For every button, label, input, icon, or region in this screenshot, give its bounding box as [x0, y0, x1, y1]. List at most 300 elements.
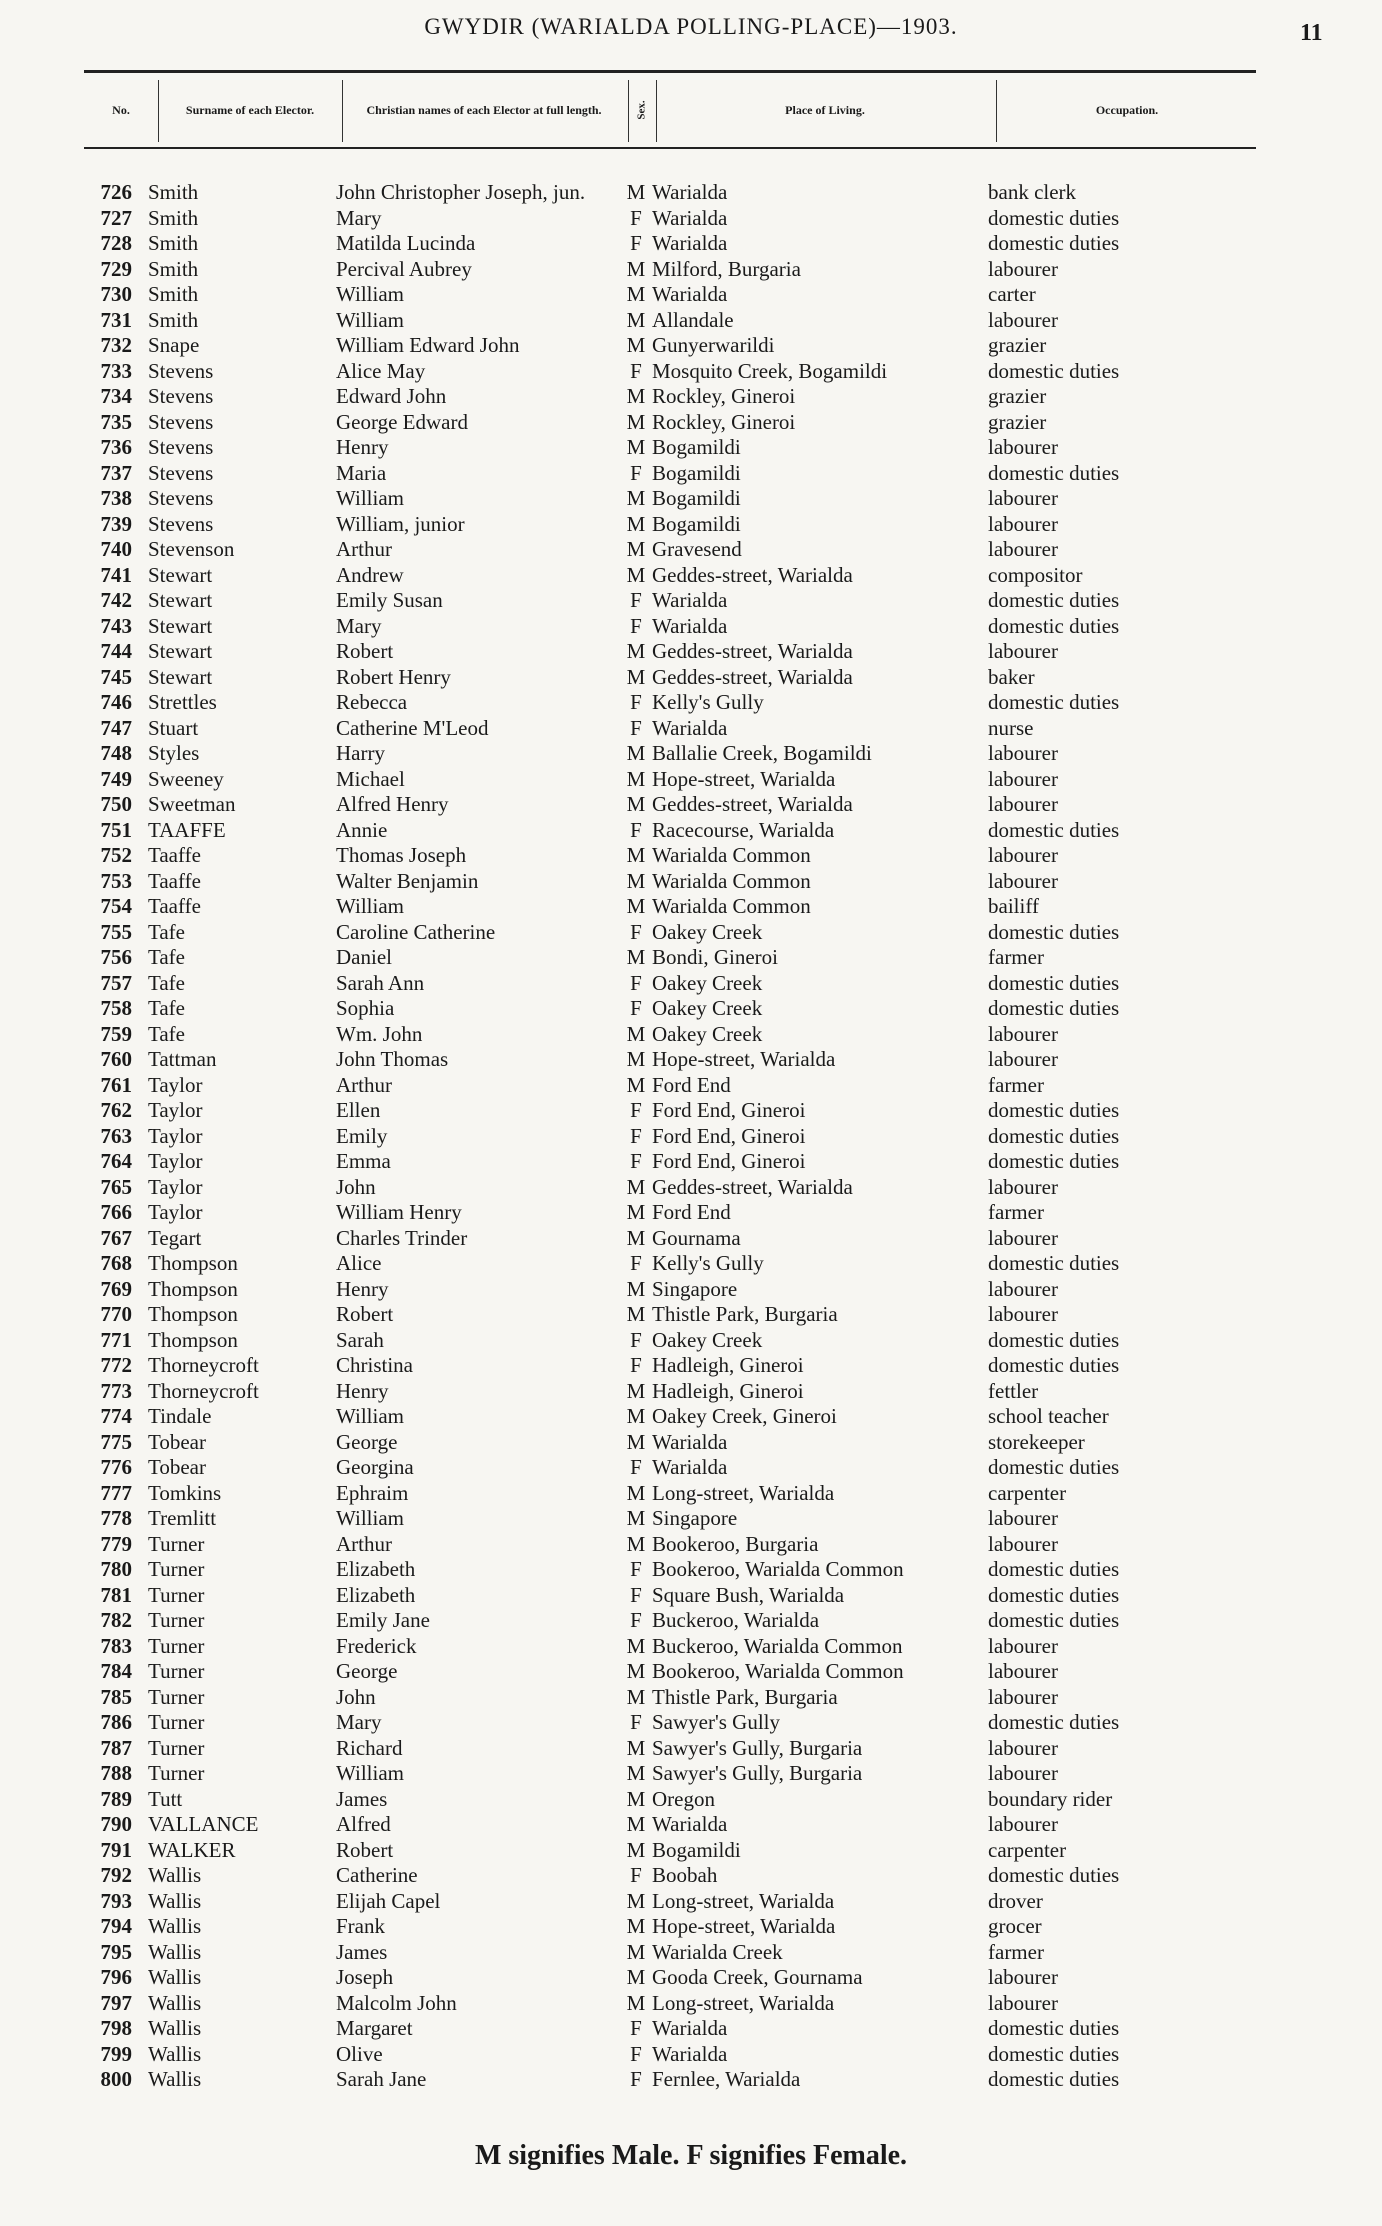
- row-number-cell: 777: [100, 1480, 132, 1505]
- table-row: [0, 231, 1382, 257]
- occupation-cell: labourer: [988, 1021, 1058, 1046]
- place-of-living-cell: Long-street, Warialda: [652, 1990, 835, 2015]
- table-row: [0, 1149, 1382, 1175]
- col-divider: [158, 80, 159, 142]
- row-number-cell: 788: [100, 1761, 132, 1785]
- place-of-living-cell: Allandale: [652, 307, 734, 332]
- sex-cell: M: [626, 1837, 646, 1862]
- place-of-living-cell: Racecourse, Warialda: [652, 817, 835, 842]
- surname-cell: TAAFFE: [148, 817, 226, 842]
- occupation-cell: nurse: [988, 715, 1034, 740]
- surname-cell: Thompson: [148, 1302, 238, 1326]
- table-row: [0, 1200, 1382, 1226]
- place-of-living-cell: Warialda: [652, 613, 728, 638]
- occupation-cell: labourer: [988, 1633, 1058, 1658]
- surname-cell: Thompson: [148, 1276, 238, 1301]
- occupation-cell: labourer: [988, 1225, 1058, 1250]
- surname-cell: Tutt: [148, 1786, 183, 1811]
- surname-cell: Wallis: [148, 1990, 202, 2015]
- sex-cell: F: [630, 1608, 642, 1632]
- sex-cell: M: [626, 1072, 646, 1097]
- row-number-cell: 762: [100, 1098, 132, 1122]
- surname-cell: Stevens: [148, 358, 214, 383]
- christian-names-cell: William, junior: [336, 511, 465, 536]
- surname-cell: Stevens: [148, 409, 214, 434]
- christian-names-cell: Sarah: [336, 1327, 384, 1352]
- table-row: [0, 894, 1382, 920]
- christian-names-cell: Emily Jane: [336, 1608, 430, 1632]
- table-row: [0, 206, 1382, 232]
- table-row: [0, 1481, 1382, 1507]
- sex-cell: M: [626, 1276, 646, 1301]
- surname-cell: Taaffe: [148, 868, 201, 893]
- row-number-cell: 784: [100, 1659, 132, 1683]
- row-number-cell: 776: [100, 1455, 132, 1479]
- row-number-cell: 791: [100, 1837, 132, 1862]
- place-of-living-cell: Warialda: [652, 1455, 728, 1479]
- row-number-cell: 736: [100, 435, 132, 459]
- surname-cell: Smith: [148, 205, 199, 230]
- table-row: [0, 741, 1382, 767]
- table-row: [0, 1124, 1382, 1150]
- christian-names-cell: Michael: [336, 766, 405, 791]
- place-of-living-cell: Geddes-street, Warialda: [652, 562, 853, 587]
- sex-cell: M: [626, 1429, 646, 1454]
- christian-names-cell: Emily: [336, 1123, 388, 1148]
- table-row: [0, 1685, 1382, 1711]
- surname-cell: Turner: [148, 1684, 205, 1709]
- row-number-cell: 790: [100, 1812, 132, 1836]
- surname-cell: Smith: [148, 180, 199, 204]
- surname-cell: Wallis: [148, 1965, 202, 1989]
- place-of-living-cell: Warialda: [652, 1812, 728, 1836]
- place-of-living-cell: Bogamildi: [652, 435, 741, 459]
- christian-names-cell: Matilda Lucinda: [336, 231, 476, 255]
- sex-cell: F: [630, 460, 642, 485]
- place-of-living-cell: Warialda: [652, 231, 728, 255]
- table-row: [0, 767, 1382, 793]
- sex-cell: M: [626, 1174, 646, 1199]
- surname-cell: Thompson: [148, 1251, 238, 1275]
- occupation-cell: domestic duties: [988, 1710, 1120, 1734]
- sex-cell: M: [626, 1404, 646, 1428]
- sex-cell: M: [626, 562, 646, 587]
- occupation-cell: labourer: [988, 1174, 1058, 1199]
- christian-names-cell: Margaret: [336, 2016, 413, 2040]
- sex-cell: M: [626, 1888, 646, 1913]
- christian-names-cell: Sophia: [336, 996, 395, 1020]
- sex-cell: M: [626, 1735, 646, 1760]
- christian-names-cell: Olive: [336, 2041, 383, 2066]
- table-row: [0, 690, 1382, 716]
- sex-cell: F: [630, 1582, 642, 1607]
- table-row: [0, 792, 1382, 818]
- occupation-cell: carter: [988, 282, 1036, 306]
- occupation-cell: labourer: [988, 1659, 1058, 1683]
- col-divider: [342, 80, 343, 142]
- table-row: [0, 1634, 1382, 1660]
- christian-names-cell: John: [336, 1684, 376, 1709]
- sex-cell: M: [626, 868, 646, 893]
- table-row: [0, 920, 1382, 946]
- surname-cell: Taylor: [148, 1200, 203, 1224]
- christian-names-cell: Alice: [336, 1251, 382, 1275]
- place-of-living-cell: Ford End, Gineroi: [652, 1123, 806, 1148]
- sex-cell: F: [630, 1710, 642, 1734]
- christian-names-cell: Daniel: [336, 945, 392, 969]
- sex-cell: M: [626, 766, 646, 791]
- christian-names-cell: William: [336, 1506, 404, 1530]
- row-number-cell: 758: [100, 996, 132, 1020]
- sex-cell: F: [630, 919, 642, 944]
- christian-names-cell: George: [336, 1659, 398, 1683]
- christian-names-cell: Sarah Jane: [336, 2067, 427, 2091]
- surname-cell: Tafe: [148, 945, 185, 969]
- christian-names-cell: William Henry: [336, 1200, 462, 1224]
- occupation-cell: bailiff: [988, 894, 1039, 918]
- place-of-living-cell: Warialda Common: [652, 843, 811, 867]
- christian-names-cell: Christina: [336, 1353, 413, 1377]
- occupation-cell: domestic duties: [988, 1098, 1120, 1122]
- place-of-living-cell: Buckeroo, Warialda: [652, 1608, 820, 1632]
- place-of-living-cell: Gravesend: [652, 537, 742, 561]
- row-number-cell: 778: [100, 1506, 132, 1530]
- table-row: [0, 843, 1382, 869]
- occupation-cell: domestic duties: [988, 358, 1120, 383]
- sex-cell: M: [626, 333, 646, 357]
- place-of-living-cell: Geddes-street, Warialda: [652, 792, 853, 816]
- surname-cell: Turner: [148, 1710, 205, 1734]
- table-row: [0, 308, 1382, 334]
- place-of-living-cell: Bookeroo, Burgaria: [652, 1531, 819, 1556]
- sex-cell: M: [626, 1684, 646, 1709]
- surname-cell: Turner: [148, 1633, 205, 1658]
- occupation-cell: labourer: [988, 511, 1058, 536]
- surname-cell: Turner: [148, 1531, 205, 1556]
- table-row: [0, 282, 1382, 308]
- occupation-cell: baker: [988, 664, 1035, 689]
- table-row: [0, 1659, 1382, 1685]
- page-number: 11: [1300, 20, 1323, 46]
- occupation-cell: boundary rider: [988, 1786, 1113, 1811]
- christian-names-cell: Rebecca: [336, 690, 408, 714]
- row-number-cell: 735: [100, 409, 132, 434]
- surname-cell: Tafe: [148, 919, 185, 944]
- occupation-cell: labourer: [988, 1276, 1058, 1301]
- sex-cell: M: [626, 409, 646, 434]
- occupation-cell: labourer: [988, 1531, 1058, 1556]
- christian-names-cell: Alfred: [336, 1812, 391, 1836]
- christian-names-cell: Henry: [336, 1378, 389, 1403]
- christian-names-cell: Arthur: [336, 537, 392, 561]
- place-of-living-cell: Oakey Creek: [652, 996, 763, 1020]
- surname-cell: Wallis: [148, 2067, 202, 2091]
- place-of-living-cell: Geddes-street, Warialda: [652, 1174, 853, 1199]
- row-number-cell: 761: [100, 1072, 132, 1097]
- christian-names-cell: Mary: [336, 205, 382, 230]
- sex-cell: M: [626, 1047, 646, 1071]
- sex-cell: F: [630, 1455, 642, 1479]
- surname-cell: Stevenson: [148, 537, 235, 561]
- header-top-rule: [84, 70, 1256, 73]
- surname-cell: Turner: [148, 1761, 205, 1785]
- christian-names-cell: Henry: [336, 435, 389, 459]
- place-of-living-cell: Bogamildi: [652, 460, 741, 485]
- place-of-living-cell: Oakey Creek, Gineroi: [652, 1404, 837, 1428]
- occupation-cell: domestic duties: [988, 1353, 1120, 1377]
- occupation-cell: carpenter: [988, 1480, 1067, 1505]
- row-number-cell: 775: [100, 1429, 132, 1454]
- surname-cell: Thompson: [148, 1327, 238, 1352]
- christian-names-cell: Georgina: [336, 1455, 414, 1479]
- table-row: [0, 1277, 1382, 1303]
- christian-names-cell: Frederick: [336, 1633, 417, 1658]
- occupation-cell: domestic duties: [988, 1327, 1120, 1352]
- table-row: [0, 1761, 1382, 1787]
- row-number-cell: 744: [100, 639, 132, 663]
- place-of-living-cell: Thistle Park, Burgaria: [652, 1302, 838, 1326]
- place-of-living-cell: Oakey Creek: [652, 970, 763, 995]
- occupation-cell: labourer: [988, 1506, 1058, 1530]
- table-row: [0, 1226, 1382, 1252]
- table-row: [0, 1965, 1382, 1991]
- table-row: [0, 563, 1382, 589]
- col-header-sex: [630, 78, 654, 142]
- occupation-cell: labourer: [988, 1965, 1058, 1989]
- sex-cell: M: [626, 1786, 646, 1811]
- place-of-living-cell: Ford End: [652, 1072, 731, 1097]
- row-number-cell: 750: [100, 792, 132, 816]
- table-row: [0, 1991, 1382, 2017]
- christian-names-cell: Elizabeth: [336, 1582, 416, 1607]
- sex-cell: M: [626, 307, 646, 332]
- sex-cell: M: [626, 1506, 646, 1530]
- table-row: [0, 1328, 1382, 1354]
- sex-cell: M: [626, 1812, 646, 1836]
- surname-cell: Stewart: [148, 588, 213, 612]
- place-of-living-cell: Gunyerwarildi: [652, 333, 775, 357]
- sex-cell: M: [626, 511, 646, 536]
- table-row: [0, 1914, 1382, 1940]
- occupation-cell: domestic duties: [988, 1123, 1120, 1148]
- christian-names-cell: Sarah Ann: [336, 970, 425, 995]
- surname-cell: Stewart: [148, 639, 213, 663]
- sex-cell: M: [626, 1965, 646, 1989]
- christian-names-cell: Richard: [336, 1735, 403, 1760]
- christian-names-cell: Charles Trinder: [336, 1225, 468, 1250]
- occupation-cell: domestic duties: [988, 1582, 1120, 1607]
- sex-cell: M: [626, 639, 646, 663]
- row-number-cell: 780: [100, 1557, 132, 1581]
- row-number-cell: 748: [100, 741, 132, 765]
- sex-cell: M: [626, 1939, 646, 1964]
- surname-cell: Taaffe: [148, 843, 201, 867]
- table-row: [0, 1175, 1382, 1201]
- sex-cell: M: [626, 664, 646, 689]
- row-number-cell: 729: [100, 256, 132, 281]
- surname-cell: Tafe: [148, 996, 185, 1020]
- row-number-cell: 799: [100, 2041, 132, 2066]
- sex-cell: F: [630, 2067, 642, 2091]
- christian-names-cell: Ephraim: [336, 1480, 409, 1505]
- occupation-cell: bank clerk: [988, 180, 1077, 204]
- row-number-cell: 764: [100, 1149, 132, 1173]
- sex-cell: M: [626, 1225, 646, 1250]
- surname-cell: Wallis: [148, 1888, 202, 1913]
- occupation-cell: labourer: [988, 307, 1058, 332]
- row-number-cell: 759: [100, 1021, 132, 1046]
- place-of-living-cell: Oakey Creek: [652, 1327, 763, 1352]
- place-of-living-cell: Warialda: [652, 282, 728, 306]
- sex-cell: M: [626, 1378, 646, 1403]
- christian-names-cell: Thomas Joseph: [336, 843, 467, 867]
- row-number-cell: 800: [100, 2067, 132, 2091]
- occupation-cell: domestic duties: [988, 919, 1120, 944]
- surname-cell: Stuart: [148, 715, 199, 740]
- row-number-cell: 728: [100, 231, 132, 255]
- table-row: [0, 1863, 1382, 1889]
- row-number-cell: 749: [100, 766, 132, 791]
- table-row: [0, 1889, 1382, 1915]
- sex-cell: F: [630, 1327, 642, 1352]
- row-number-cell: 730: [100, 282, 132, 306]
- place-of-living-cell: Bondi, Gineroi: [652, 945, 778, 969]
- occupation-cell: domestic duties: [988, 2067, 1120, 2091]
- col-header-no: No.: [112, 103, 130, 117]
- row-number-cell: 743: [100, 613, 132, 638]
- occupation-cell: labourer: [988, 1302, 1058, 1326]
- occupation-cell: compositor: [988, 562, 1083, 587]
- sex-cell: M: [626, 1200, 646, 1224]
- row-number-cell: 781: [100, 1582, 132, 1607]
- table-row: [0, 1787, 1382, 1813]
- surname-cell: Stevens: [148, 384, 214, 408]
- sex-cell: M: [626, 1302, 646, 1326]
- christian-names-cell: Malcolm John: [336, 1990, 457, 2015]
- row-number-cell: 745: [100, 664, 132, 689]
- christian-names-cell: William: [336, 282, 404, 306]
- surname-cell: WALKER: [148, 1837, 236, 1862]
- surname-cell: Tafe: [148, 970, 185, 995]
- occupation-cell: grazier: [988, 409, 1047, 434]
- occupation-cell: farmer: [988, 945, 1044, 969]
- row-number-cell: 768: [100, 1251, 132, 1275]
- place-of-living-cell: Ballalie Creek, Bogamildi: [652, 741, 872, 765]
- sex-cell: M: [626, 1021, 646, 1046]
- place-of-living-cell: Sawyer's Gully, Burgaria: [652, 1761, 863, 1785]
- occupation-cell: labourer: [988, 486, 1058, 510]
- table-row: [0, 716, 1382, 742]
- place-of-living-cell: Bookeroo, Warialda Common: [652, 1557, 904, 1581]
- row-number-cell: 726: [100, 180, 132, 204]
- table-row: [0, 818, 1382, 844]
- occupation-cell: school teacher: [988, 1404, 1109, 1428]
- row-number-cell: 774: [100, 1404, 132, 1428]
- surname-cell: Thorneycroft: [148, 1353, 259, 1377]
- place-of-living-cell: Hadleigh, Gineroi: [652, 1353, 804, 1377]
- surname-cell: Tindale: [148, 1404, 212, 1428]
- row-number-cell: 739: [100, 511, 132, 536]
- surname-cell: Smith: [148, 307, 199, 332]
- table-row: [0, 1073, 1382, 1099]
- place-of-living-cell: Oakey Creek: [652, 919, 763, 944]
- table-row: [0, 1098, 1382, 1124]
- surname-cell: Taylor: [148, 1072, 203, 1097]
- place-of-living-cell: Warialda: [652, 205, 728, 230]
- place-of-living-cell: Geddes-street, Warialda: [652, 664, 853, 689]
- occupation-cell: domestic duties: [988, 205, 1120, 230]
- occupation-cell: domestic duties: [988, 231, 1120, 255]
- row-number-cell: 746: [100, 690, 132, 714]
- row-number-cell: 773: [100, 1378, 132, 1403]
- sex-cell: M: [626, 537, 646, 561]
- christian-names-cell: Annie: [336, 817, 388, 842]
- christian-names-cell: John: [336, 1174, 376, 1199]
- place-of-living-cell: Hope-street, Warialda: [652, 766, 836, 791]
- row-number-cell: 751: [100, 817, 132, 842]
- occupation-cell: labourer: [988, 639, 1058, 663]
- table-row: [0, 1838, 1382, 1864]
- surname-cell: Tobear: [148, 1455, 206, 1479]
- place-of-living-cell: Warialda Common: [652, 868, 811, 893]
- surname-cell: Stewart: [148, 613, 213, 638]
- surname-cell: Tobear: [148, 1429, 206, 1454]
- table-row: [0, 1022, 1382, 1048]
- row-number-cell: 742: [100, 588, 132, 612]
- christian-names-cell: James: [336, 1939, 388, 1964]
- surname-cell: Strettles: [148, 690, 217, 714]
- surname-cell: Tattman: [148, 1047, 217, 1071]
- surname-cell: Stevens: [148, 435, 214, 459]
- christian-names-cell: Frank: [336, 1914, 385, 1938]
- sex-cell: M: [626, 1659, 646, 1683]
- table-row: [0, 614, 1382, 640]
- place-of-living-cell: Warialda Common: [652, 894, 811, 918]
- sex-cell: M: [626, 1914, 646, 1938]
- row-number-cell: 756: [100, 945, 132, 969]
- occupation-cell: labourer: [988, 435, 1058, 459]
- place-of-living-cell: Rockley, Gineroi: [652, 409, 796, 434]
- surname-cell: Tomkins: [148, 1480, 222, 1505]
- sex-cell: M: [626, 1633, 646, 1658]
- sex-cell: F: [630, 1557, 642, 1581]
- occupation-cell: grocer: [988, 1914, 1042, 1938]
- place-of-living-cell: Ford End, Gineroi: [652, 1149, 806, 1173]
- occupation-cell: labourer: [988, 1684, 1058, 1709]
- table-row: [0, 1608, 1382, 1634]
- row-number-cell: 766: [100, 1200, 132, 1224]
- place-of-living-cell: Warialda: [652, 2041, 728, 2066]
- row-number-cell: 727: [100, 205, 132, 230]
- christian-names-cell: Caroline Catherine: [336, 919, 496, 944]
- table-row: [0, 180, 1382, 206]
- occupation-cell: domestic duties: [988, 613, 1120, 638]
- christian-names-cell: Harry: [336, 741, 385, 765]
- place-of-living-cell: Long-street, Warialda: [652, 1480, 835, 1505]
- sex-cell: M: [626, 180, 646, 204]
- row-number-cell: 769: [100, 1276, 132, 1301]
- table-row: [0, 359, 1382, 385]
- row-number-cell: 770: [100, 1302, 132, 1326]
- row-number-cell: 795: [100, 1939, 132, 1964]
- christian-names-cell: Maria: [336, 460, 387, 485]
- table-row: [0, 1379, 1382, 1405]
- occupation-cell: labourer: [988, 1761, 1058, 1785]
- place-of-living-cell: Oakey Creek: [652, 1021, 763, 1046]
- place-of-living-cell: Warialda Creek: [652, 1939, 783, 1964]
- surname-cell: Stewart: [148, 562, 213, 587]
- place-of-living-cell: Bookeroo, Warialda Common: [652, 1659, 904, 1683]
